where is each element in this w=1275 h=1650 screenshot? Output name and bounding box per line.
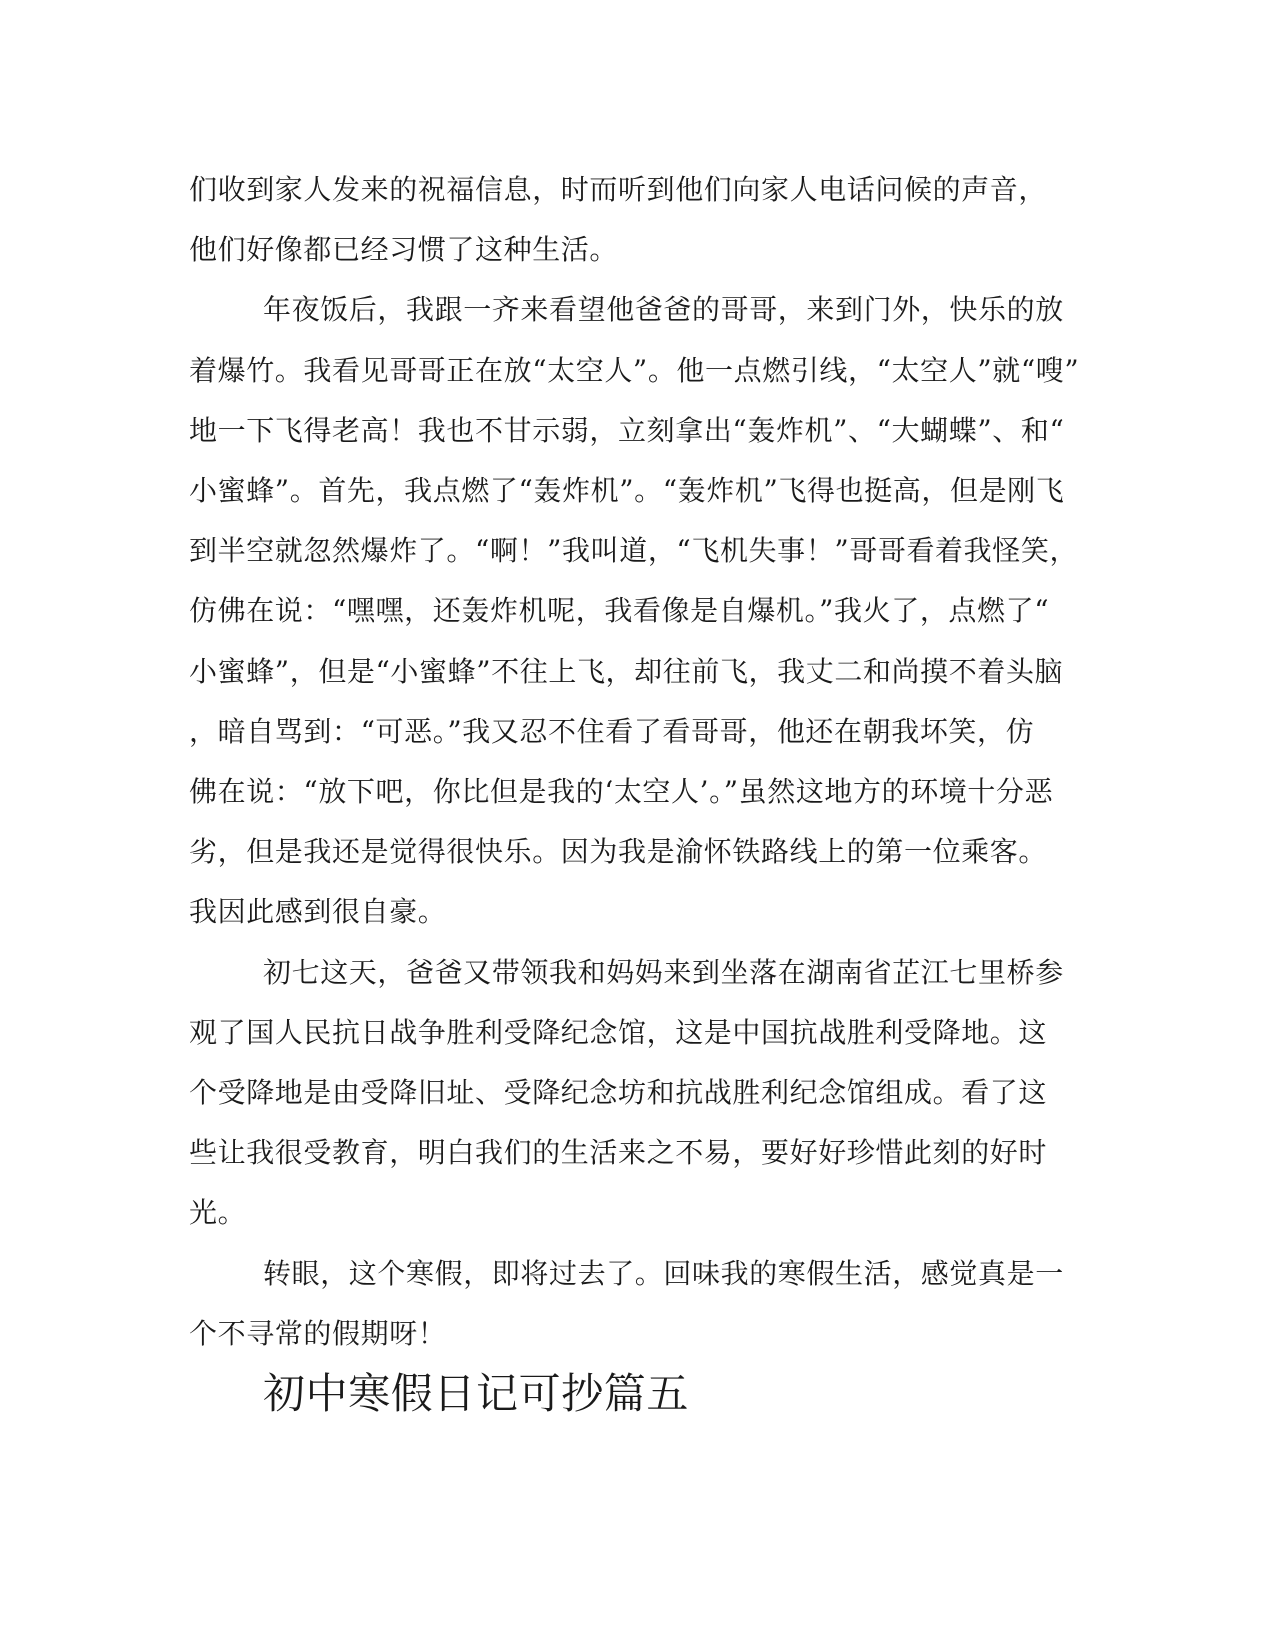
text-line: 观了国人民抗日战争胜利受降纪念馆，这是中国抗战胜利受降地。这 [189,1015,1048,1049]
text-line: 小蜜蜂”，但是“小蜜蜂”不往上飞，却往前飞，我丈二和尚摸不着头脑 [189,654,1064,688]
text-line: 转眼，这个寒假，即将过去了。回味我的寒假生活，感觉真是一 [263,1256,1064,1290]
text-line: 仿佛在说：“嘿嘿，还轰炸机呢，我看像是自爆机。”我火了，点燃了“ [189,594,1050,628]
text-line: 到半空就忽然爆炸了。“啊！”我叫道，“飞机失事！”哥哥看着我怪笑， [189,534,1079,568]
text-line: 小蜜蜂”。首先，我点燃了“轰炸机”。“轰炸机”飞得也挺高，但是刚飞 [189,474,1065,508]
text-line: 我因此感到很自豪。 [189,895,447,929]
text-line: 个受降地是由受降旧址、受降纪念坊和抗战胜利纪念馆组成。看了这 [189,1076,1048,1110]
text-line: 劣，但是我还是觉得很快乐。因为我是渝怀铁路线上的第一位乘客。 [189,835,1048,869]
text-line: 着爆竹。我看见哥哥正在放“太空人”。他一点燃引线，“太空人”就“嗖” [189,353,1080,387]
paragraph-4 [189,1244,1079,1364]
text-line: 他们好像都已经习惯了这种生活。 [189,233,619,267]
section-heading: 初中寒假日记可抄篇五 [263,1369,690,1419]
text-line: ，暗自骂到：“可恶。”我又忍不住看了看哥哥，他还在朝我坏笑，仿 [189,714,1035,748]
text-line: 们收到家人发来的祝福信息，时而听到他们向家人电话问候的声音， [189,173,1048,206]
text-line: 光。 [189,1196,247,1230]
text-line: 初七这天，爸爸又带领我和妈妈来到坐落在湖南省芷江七里桥参 [263,955,1064,989]
text-line: 年夜饭后，我跟一齐来看望他爸爸的哥哥，来到门外，快乐的放 [263,293,1064,327]
text-line: 地一下飞得老高！我也不甘示弱，立刻拿出“轰炸机”、“大蝴蝶”、和“ [189,413,1065,447]
paragraph-3 [189,943,1079,1244]
text-line: 个不寻常的假期呀！ [189,1316,447,1350]
text-line: 些让我很受教育，明白我们的生活来之不易，要好好珍惜此刻的好时 [189,1136,1048,1170]
paragraph-2 [189,280,1079,942]
paragraph-1 [189,160,1079,280]
text-line: 佛在说：“放下吧，你比但是我的‘太空人’。”虽然这地方的环境十分恶 [189,775,1054,809]
document-body [189,160,1079,1424]
